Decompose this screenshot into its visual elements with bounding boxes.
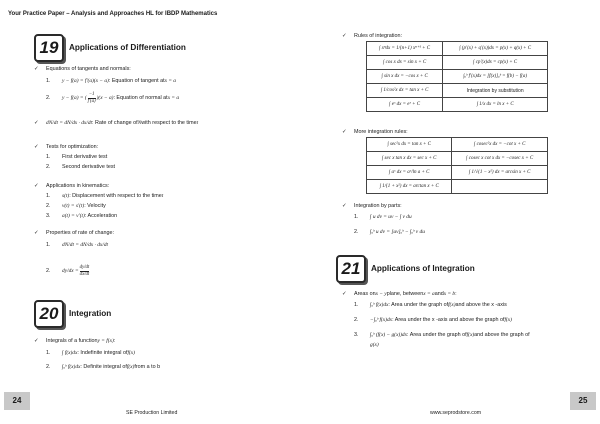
check-icon: ✓ <box>34 338 39 344</box>
list-item: 1. s(t) : Displacement with respect to the time t <box>46 193 164 199</box>
rate-row: ✓ dN/dt = dN/dx · dx/dt : Rate of change of N with respect to the time t <box>34 120 199 127</box>
normal-at: x = a <box>167 94 180 101</box>
tangent-text: : Equation of tangent at <box>108 78 165 84</box>
kin-heading: Applications in kinematics: <box>46 183 110 190</box>
list-item: 2. v(t) = s′(t) : Velocity <box>46 203 106 209</box>
check-icon: ✓ <box>342 33 347 39</box>
left-page-number: 24 <box>4 392 30 410</box>
kin-heading-row <box>34 183 109 190</box>
integrals-heading-row: ✓ Integrals of a function y = f(x) : <box>34 338 116 345</box>
list-item: 1. ∫ f(x)dx : Indefinite integral of f(x) <box>46 350 135 356</box>
check-icon: ✓ <box>342 129 347 135</box>
parts-heading: Integration by parts: <box>354 203 402 210</box>
check-icon: ✓ <box>34 144 39 150</box>
publisher: SE Production Limited <box>126 410 178 416</box>
list-item: 2. ∫ₐᵇ f(x)dx : Definite integral of f(x) from a to b <box>46 364 161 370</box>
table-row: ∫ eˣ dx = eˣ + C ∫ 1/x dx = ln x + C <box>367 98 548 112</box>
check-icon: ✓ <box>342 203 347 209</box>
optim-heading-row <box>34 144 98 151</box>
right-page <box>300 0 600 424</box>
list-item: 3. ∫ₐᵇ (f(x) − g(x))dx : Area under the graph of f(x) and above the graph of <box>354 332 530 338</box>
normal-fraction: $\frac{-1}{f'(a)}$ <box>87 91 96 104</box>
check-icon: ✓ <box>34 183 39 189</box>
optim-heading: Tests for optimization: <box>46 144 99 151</box>
section-20-badge: 20 <box>34 300 64 328</box>
rules-heading-row <box>342 33 402 40</box>
more-rules-heading-row <box>342 129 408 136</box>
list-item: 1. First derivative test <box>46 154 108 160</box>
right-page-number: 25 <box>570 392 596 410</box>
rules-heading: Rules of integration: <box>354 33 402 40</box>
tangents-heading: Equations of tangents and normals: <box>46 66 131 73</box>
page-header: Your Practice Paper – Analysis and Approaches HL for IBDP Mathematics <box>8 11 218 17</box>
table-row: ∫ aˣ dx = aˣ/ln a + C ∫ 1/√(1 − x²) dx = arcsin x + C <box>367 166 548 180</box>
normal-rhs: )(x − a) <box>96 94 114 101</box>
section-19-title: Applications of Differentiation <box>69 43 186 53</box>
list-item: 3. a(t) = v′(t) : Acceleration <box>46 213 118 219</box>
list-item: 2. Second derivative test <box>46 164 116 170</box>
check-icon: ✓ <box>34 230 39 236</box>
table-row: ∫ 1/cos²x dx = tan x + C Integration by substitution <box>367 84 548 98</box>
tangent-formula: y − f(a) = f′(a)(x − a) <box>62 78 109 84</box>
section-19-heading <box>34 34 186 62</box>
rate-change-heading: Properties of rate of change: <box>46 230 115 237</box>
table-row: ∫ 1/(1 + x²) dx = arctan x + C <box>367 180 548 194</box>
list-item: 1. ∫ₐᵇ f(x)dx : Area under the graph of f(x) and above the x -axis <box>354 302 507 308</box>
rate-text: : Rate of change of <box>92 120 138 127</box>
rules-table <box>366 41 548 112</box>
list-item: 2. ∫ₐᵇ u dv = [uv]ₐᵇ − ∫ₐᵇ v du <box>354 229 425 235</box>
tangent-at: x = a <box>164 78 176 84</box>
list-item: 2. dy/dx = $\frac{dy/dt}{dx/dt}$ <box>46 264 90 277</box>
section-21-heading <box>336 255 475 283</box>
table-row: ∫ xⁿdx = 1/(n+1) xⁿ⁺¹ + C ∫ (p′(x) + q′(x))dx = p(x) + q(x) + C <box>367 42 548 56</box>
section-19-badge: 19 <box>34 34 64 62</box>
parts-heading-row <box>342 203 402 210</box>
table-row: ∫ cos x dx = sin x + C ∫ cp′(x)dx = cp(x) + C <box>367 56 548 70</box>
more-rules-heading: More integration rules: <box>354 129 408 136</box>
website: www.seprodstore.com <box>430 410 482 416</box>
areas-heading-row: ✓ Areas on x − y plane, between x = a and x = b : <box>342 291 457 298</box>
item-number: 1. <box>46 78 51 84</box>
check-icon: ✓ <box>34 66 39 72</box>
table-row: ∫ sec x tan x dx = sec x + C ∫ cosec x cot x dx = −cosec x + C <box>367 152 548 166</box>
item-number: 2. <box>46 94 51 101</box>
table-row: ∫ sec²x dx = tan x + C ∫ cosec²x dx = −cot x + C <box>367 138 548 152</box>
list-item: 2. −∫ₐᵇ f(x)dx : Area under the x -axis and above the graph of f(x) <box>354 317 512 323</box>
normal-lhs: y − f(a) = ( <box>62 94 87 101</box>
section-20-heading <box>34 300 111 328</box>
list-item: 1. dN/dt = dN/dx · dx/dt <box>46 242 109 248</box>
section-20-title: Integration <box>69 309 112 319</box>
normal-item <box>46 90 179 106</box>
check-icon: ✓ <box>342 291 347 297</box>
check-icon: ✓ <box>34 120 39 126</box>
more-rules-table <box>366 137 548 194</box>
section-21-title: Applications of Integration <box>371 264 475 274</box>
tangents-heading-row <box>34 66 131 73</box>
rate-formula: dN/dt = dN/dx · dx/dt <box>46 120 93 127</box>
list-item: 1. ∫ u dv = uv − ∫ v du <box>354 214 412 220</box>
list-item-continuation: g(x) <box>370 342 379 348</box>
table-row: ∫ sin x dx = −cos x + C ∫ₐᵇ f′(x)dx = [f(x)]ₐᵇ = f(b) − f(a) <box>367 70 548 84</box>
section-21-badge: 21 <box>336 255 366 283</box>
rate-change-heading-row <box>34 230 114 237</box>
tangent-item <box>46 78 176 84</box>
normal-text: : Equation of normal at <box>113 94 168 101</box>
